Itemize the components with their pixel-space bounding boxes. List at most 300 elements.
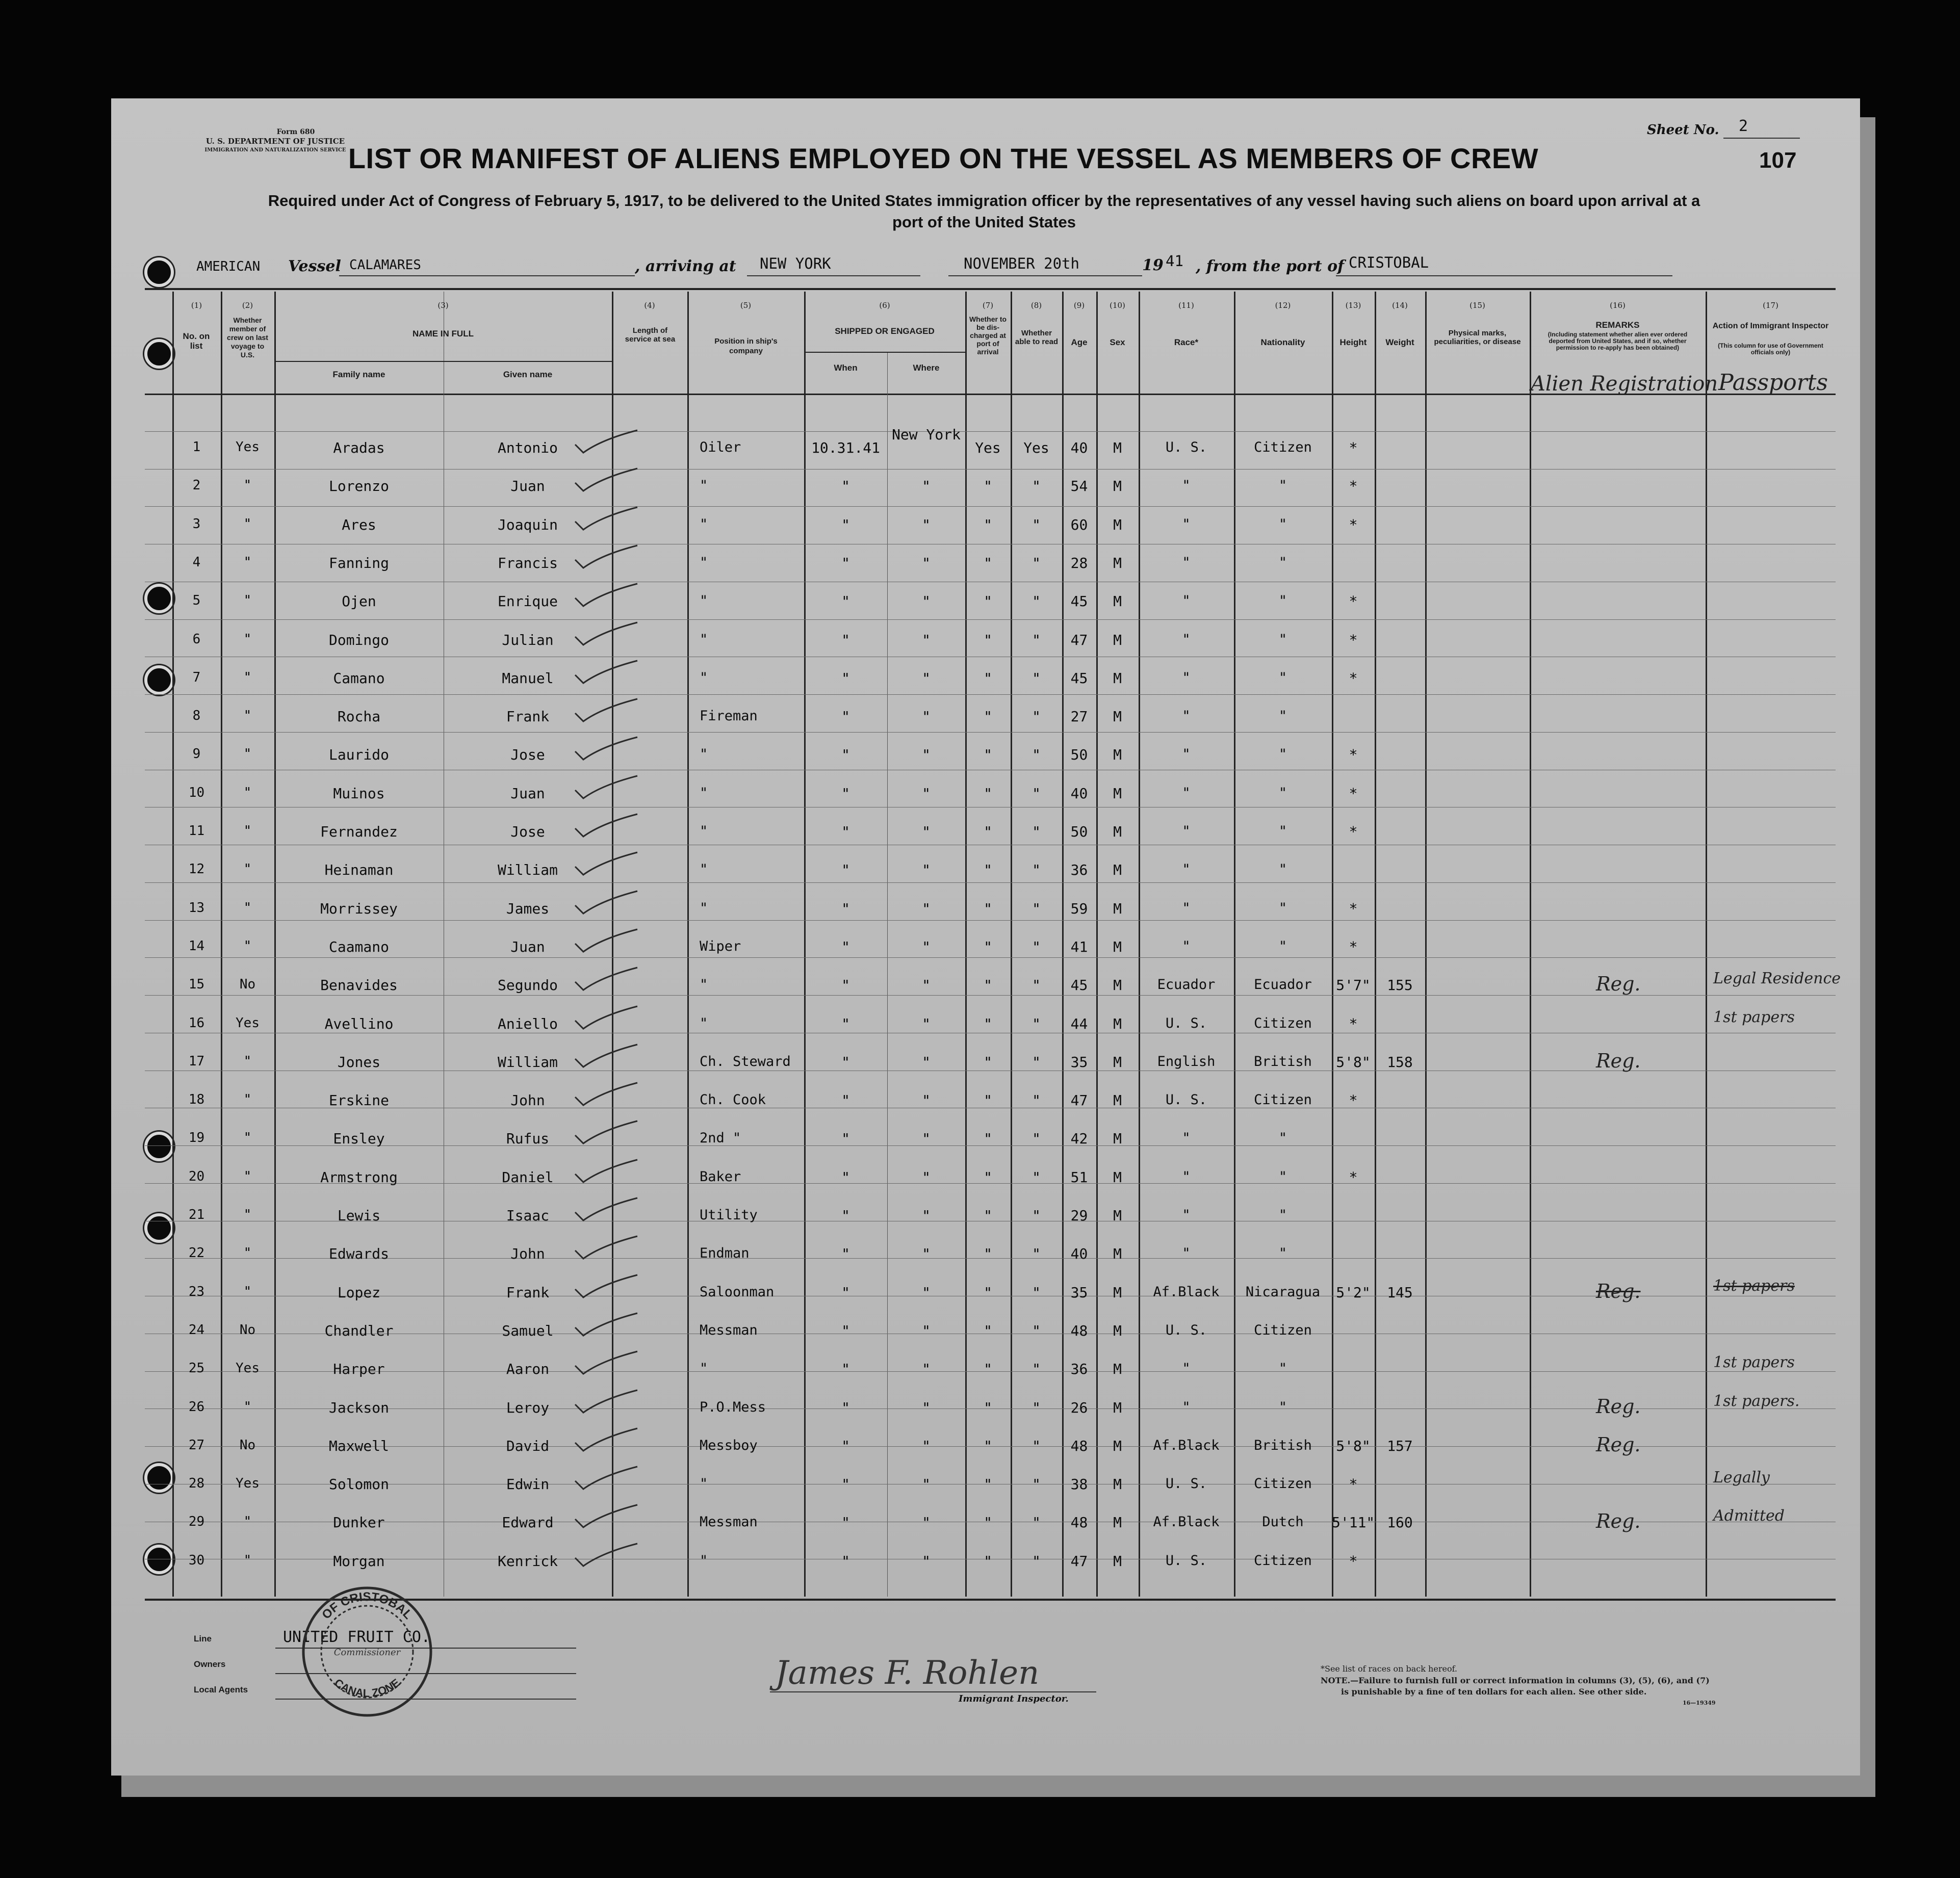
- height: *: [1349, 478, 1358, 495]
- age: 45: [1070, 593, 1088, 610]
- race: U. S.: [1165, 1476, 1207, 1492]
- row-number: 13: [188, 900, 205, 916]
- shipped-when: ": [841, 478, 850, 495]
- weight: 145: [1387, 1284, 1413, 1301]
- inspector-label: Immigrant Inspector.: [959, 1693, 1069, 1704]
- check-mark-icon: [571, 735, 642, 766]
- header-position: Position in ship's company: [714, 337, 778, 355]
- check-mark-icon: [571, 850, 642, 881]
- sex: M: [1113, 1322, 1122, 1339]
- family-name: Fanning: [328, 554, 389, 571]
- position: Messboy: [700, 1437, 758, 1453]
- col-num: (8): [1030, 301, 1042, 310]
- family-name: Morgan: [333, 1552, 385, 1570]
- given-name: Edward: [502, 1514, 554, 1531]
- col-num: (15): [1469, 301, 1485, 310]
- member-last-voyage: ": [243, 1053, 252, 1069]
- shipped-where: ": [922, 1092, 931, 1109]
- race: ": [1182, 1399, 1191, 1415]
- col-num: (10): [1110, 301, 1125, 310]
- given-name: John: [510, 1092, 545, 1109]
- position: ": [700, 900, 708, 916]
- remarks-handwritten: Reg.: [1596, 1049, 1641, 1072]
- shipped-where: ": [922, 478, 931, 495]
- row-number: 14: [188, 938, 205, 954]
- discharged: ": [984, 862, 992, 879]
- position: Ch. Steward: [700, 1053, 791, 1070]
- discharged: ": [984, 1130, 992, 1147]
- nationality: Citizen: [1254, 1322, 1312, 1338]
- able-to-read: ": [1032, 823, 1041, 840]
- shipped-where: ": [922, 708, 931, 725]
- position: P.O.Mess: [700, 1399, 766, 1415]
- position: ": [700, 823, 708, 839]
- given-name: William: [497, 1053, 558, 1071]
- row-number: 25: [188, 1361, 205, 1376]
- member-last-voyage: ": [243, 1130, 252, 1146]
- remarks-handwritten: Reg.: [1596, 1433, 1641, 1456]
- nationality: British: [1254, 1053, 1312, 1070]
- header-where: Where: [913, 363, 940, 373]
- family-name: Aradas: [333, 439, 385, 456]
- check-mark-icon: [571, 620, 642, 651]
- able-to-read: ": [1032, 938, 1041, 955]
- shipped-subheader-rule: [804, 352, 965, 353]
- discharged: ": [984, 1053, 992, 1071]
- remarks-handwritten: Reg.: [1596, 1395, 1641, 1418]
- member-last-voyage: ": [243, 669, 252, 685]
- inspector-action-handwritten: Legal Residence: [1713, 970, 1841, 988]
- col-divider: [1375, 292, 1376, 1597]
- col-num: (4): [644, 301, 655, 310]
- header-no-on-list: No. on list: [183, 331, 210, 351]
- sex: M: [1113, 439, 1122, 456]
- check-mark-icon: [571, 505, 642, 536]
- row-number: 22: [188, 1245, 205, 1261]
- race: ": [1182, 1207, 1191, 1223]
- shipped-where: ": [922, 554, 931, 571]
- member-last-voyage: ": [243, 746, 252, 762]
- height: *: [1349, 1476, 1358, 1493]
- year-prefix: 19: [1142, 256, 1164, 274]
- check-mark-icon: [571, 1081, 642, 1111]
- given-name: David: [506, 1437, 550, 1454]
- given-name: Julian: [502, 631, 554, 648]
- sex: M: [1113, 554, 1122, 571]
- position: ": [700, 554, 708, 570]
- check-mark-icon: [571, 1388, 642, 1419]
- shipped-when: ": [841, 593, 850, 610]
- age: 48: [1070, 1514, 1088, 1531]
- row-number: 21: [188, 1207, 205, 1222]
- remarks-handwritten: Reg.: [1596, 973, 1641, 996]
- header-member-last-voyage: Whether member of crew on last voyage to U.S.: [227, 316, 268, 359]
- shipped-when: ": [841, 708, 850, 725]
- discharged: ": [984, 1437, 992, 1454]
- shipped-where: ": [922, 1245, 931, 1263]
- row-number: 29: [188, 1514, 205, 1530]
- check-mark-icon: [571, 697, 642, 727]
- shipped-when: ": [841, 1168, 850, 1186]
- nationality: Ecuador: [1254, 977, 1312, 993]
- able-to-read: ": [1032, 1092, 1041, 1109]
- member-last-voyage: No: [239, 1322, 256, 1338]
- discharged: ": [984, 785, 992, 802]
- inspector-action-handwritten: 1st papers: [1713, 1276, 1795, 1295]
- given-name: Jose: [510, 823, 545, 840]
- race: ": [1182, 1168, 1191, 1185]
- nationality: ": [1278, 631, 1287, 647]
- row-number: 10: [188, 785, 205, 800]
- sex: M: [1113, 1437, 1122, 1454]
- row-rule: [145, 995, 1836, 996]
- member-last-voyage: ": [243, 862, 252, 877]
- sex: M: [1113, 1207, 1122, 1224]
- nationality: Citizen: [1254, 439, 1312, 455]
- check-mark-icon: [571, 659, 642, 689]
- discharged: ": [984, 1552, 992, 1570]
- age: 40: [1070, 1245, 1088, 1263]
- check-mark-icon: [571, 582, 642, 612]
- able-to-read: ": [1032, 1361, 1041, 1378]
- discharged: ": [984, 554, 992, 571]
- discharged: ": [984, 746, 992, 764]
- col-num: (11): [1178, 301, 1194, 310]
- signature-underline: [770, 1691, 1096, 1692]
- sex: M: [1113, 631, 1122, 648]
- member-last-voyage: Yes: [236, 1476, 260, 1492]
- sex: M: [1113, 593, 1122, 610]
- col-num: (6): [879, 301, 890, 310]
- discharged: ": [984, 977, 992, 994]
- check-mark-icon: [571, 1004, 642, 1035]
- given-name: Frank: [506, 708, 550, 725]
- able-to-read: ": [1032, 554, 1041, 571]
- shipped-where: New York: [892, 426, 961, 443]
- shipped-when: ": [841, 1437, 850, 1454]
- shipped-when: ": [841, 1322, 850, 1339]
- age: 35: [1070, 1284, 1088, 1301]
- position: ": [700, 1361, 708, 1377]
- age: 41: [1070, 938, 1088, 955]
- given-name: William: [497, 862, 558, 879]
- vessel-nationality: AMERICAN: [196, 259, 261, 274]
- given-name: Enrique: [497, 593, 558, 610]
- page-title: LIST OR MANIFEST OF ALIENS EMPLOYED ON THE VESSEL AS MEMBERS OF CREW: [348, 142, 1539, 174]
- row-rule: [145, 920, 1836, 921]
- height: 5'11": [1332, 1514, 1375, 1531]
- check-mark-icon: [571, 1042, 642, 1073]
- discharged: ": [984, 1361, 992, 1378]
- nationality: ": [1278, 1399, 1287, 1415]
- check-mark-icon: [571, 466, 642, 497]
- punch-hole: [144, 257, 174, 287]
- header-action-sub: (This column for use of Government officials only): [1718, 342, 1823, 356]
- row-number: 30: [188, 1552, 205, 1568]
- check-mark-icon: [571, 1311, 642, 1342]
- nationality: Nicaragua: [1245, 1284, 1321, 1300]
- position: ": [700, 1552, 708, 1569]
- check-mark-icon: [571, 1465, 642, 1495]
- discharged: ": [984, 938, 992, 955]
- col-num: (3): [437, 301, 449, 310]
- header-able-read: Whether able to read: [1015, 329, 1059, 346]
- sheet-label: Sheet No.: [1647, 122, 1719, 138]
- able-to-read: ": [1032, 900, 1041, 917]
- row-number: 11: [188, 823, 205, 839]
- given-name: Isaac: [506, 1207, 550, 1224]
- shipped-where: ": [922, 862, 931, 879]
- stamp-bottom-text: CANAL ZONE: [332, 1676, 402, 1700]
- row-number: 19: [188, 1130, 205, 1146]
- family-name: Maxwell: [328, 1437, 389, 1454]
- race: U. S.: [1165, 1092, 1207, 1108]
- row-number: 2: [192, 478, 201, 493]
- arriving-label: , arriving at: [635, 257, 736, 275]
- check-mark-icon: [571, 1234, 642, 1265]
- given-name: James: [506, 900, 550, 917]
- age: 48: [1070, 1437, 1088, 1454]
- race: ": [1182, 1245, 1191, 1262]
- member-last-voyage: ": [243, 593, 252, 609]
- race: Ecuador: [1157, 977, 1216, 993]
- sex: M: [1113, 708, 1122, 725]
- nationality: ": [1278, 900, 1287, 916]
- discharged: ": [984, 1092, 992, 1109]
- given-name: Francis: [497, 554, 558, 571]
- weight: 160: [1387, 1514, 1413, 1531]
- shipped-where: ": [922, 1552, 931, 1570]
- row-rule: [145, 619, 1836, 620]
- check-mark-icon: [571, 1503, 642, 1533]
- check-mark-icon: [571, 1119, 642, 1150]
- col-num: (16): [1610, 301, 1626, 310]
- inspector-action-handwritten: Admitted: [1713, 1507, 1785, 1525]
- member-last-voyage: ": [243, 1514, 252, 1530]
- check-mark-icon: [571, 774, 642, 804]
- shipped-where: ": [922, 1399, 931, 1416]
- able-to-read: ": [1032, 593, 1041, 610]
- row-number: 20: [188, 1168, 205, 1184]
- able-to-read: ": [1032, 977, 1041, 994]
- sex: M: [1113, 1015, 1122, 1032]
- given-name: Samuel: [502, 1322, 554, 1339]
- header-discharged: Whether to be dis-charged at port of arrival: [969, 315, 1007, 356]
- row-number: 1: [192, 439, 201, 455]
- age: 44: [1070, 1015, 1088, 1032]
- shipped-where: ": [922, 823, 931, 840]
- row-number: 5: [192, 593, 201, 609]
- able-to-read: ": [1032, 1437, 1041, 1454]
- member-last-voyage: ": [243, 1399, 252, 1415]
- check-mark-icon: [571, 1158, 642, 1188]
- position: ": [700, 785, 708, 801]
- sheet-number: 2: [1739, 117, 1748, 135]
- given-name: Edwin: [506, 1476, 550, 1493]
- discharged: ": [984, 478, 992, 495]
- family-name: Fernandez: [320, 823, 398, 840]
- race: ": [1182, 669, 1191, 686]
- member-last-voyage: ": [243, 478, 252, 493]
- member-last-voyage: ": [243, 938, 252, 954]
- sex: M: [1113, 1476, 1122, 1493]
- family-name: Avellino: [324, 1015, 394, 1032]
- discharged: ": [984, 1245, 992, 1263]
- inspector-action-handwritten: 1st papers: [1713, 1008, 1795, 1026]
- check-mark-icon: [571, 1349, 642, 1380]
- header-weight: Weight: [1385, 337, 1414, 347]
- able-to-read: ": [1032, 516, 1041, 533]
- family-name: Erskine: [328, 1092, 389, 1109]
- position: Utility: [700, 1207, 758, 1223]
- row-number: 28: [188, 1476, 205, 1492]
- shipped-where: ": [922, 1361, 931, 1378]
- handwritten-alien-registration: Alien Registration: [1531, 372, 1718, 396]
- able-to-read: ": [1032, 1207, 1041, 1224]
- header-length-service: Length of service at sea: [625, 326, 676, 344]
- nationality: Citizen: [1254, 1092, 1312, 1108]
- row-number: 7: [192, 669, 201, 685]
- age: 54: [1070, 478, 1088, 495]
- check-mark-icon: [571, 889, 642, 920]
- year-suffix: 41: [1166, 252, 1183, 270]
- discharged: ": [984, 669, 992, 687]
- family-name: Caamano: [328, 938, 389, 955]
- nationality: ": [1278, 1130, 1287, 1146]
- shipped-when: ": [841, 1476, 850, 1493]
- sex: M: [1113, 1168, 1122, 1186]
- family-name: Armstrong: [320, 1168, 398, 1186]
- sex: M: [1113, 1245, 1122, 1263]
- col-num: (7): [982, 301, 994, 310]
- nationality: ": [1278, 785, 1287, 801]
- shipped-where: ": [922, 1437, 931, 1454]
- able-to-read: ": [1032, 862, 1041, 879]
- able-to-read: ": [1032, 785, 1041, 802]
- height: 5'8": [1336, 1437, 1371, 1454]
- position: ": [700, 478, 708, 494]
- race: ": [1182, 631, 1191, 647]
- shipped-where: ": [922, 1207, 931, 1224]
- row-rule: [145, 431, 1836, 432]
- race: ": [1182, 746, 1191, 763]
- discharged: Yes: [975, 439, 1001, 456]
- stamp-center-text: Commissioner: [333, 1647, 401, 1658]
- able-to-read: Yes: [1023, 439, 1049, 456]
- note-penalty-2: is punishable by a fine of ten dollars for each alien. See other side.: [1341, 1687, 1647, 1697]
- member-last-voyage: ": [243, 631, 252, 647]
- age: 35: [1070, 1053, 1088, 1071]
- family-name: Solomon: [328, 1476, 389, 1493]
- nationality: ": [1278, 862, 1287, 878]
- position: ": [700, 977, 708, 993]
- row-number: 26: [188, 1399, 205, 1415]
- shipped-when: ": [841, 1053, 850, 1071]
- inspector-action-handwritten: 1st papers: [1713, 1353, 1795, 1372]
- date-underline: [948, 275, 1142, 276]
- row-number: 24: [188, 1322, 205, 1338]
- nationality: ": [1278, 593, 1287, 609]
- sex: M: [1113, 938, 1122, 955]
- age: 60: [1070, 516, 1088, 533]
- row-number: 8: [192, 708, 201, 724]
- family-name: Jackson: [328, 1399, 389, 1416]
- family-name: Morrissey: [320, 900, 398, 917]
- able-to-read: ": [1032, 478, 1041, 495]
- from-label: , from the port of: [1196, 257, 1345, 275]
- age: 36: [1070, 1361, 1088, 1378]
- given-name: Manuel: [502, 669, 554, 687]
- family-name: Lorenzo: [328, 478, 389, 495]
- col-divider: [1706, 292, 1707, 1597]
- discharged: ": [984, 900, 992, 917]
- shipped-when: ": [841, 977, 850, 994]
- height: *: [1349, 1168, 1358, 1186]
- height: *: [1349, 938, 1358, 955]
- col-divider: [1530, 292, 1531, 1597]
- shipped-where: ": [922, 1130, 931, 1147]
- race: ": [1182, 938, 1191, 954]
- shipped-where: ": [922, 1168, 931, 1186]
- department: U. S. DEPARTMENT OF JUSTICE: [205, 137, 345, 146]
- age: 29: [1070, 1207, 1088, 1224]
- given-name: Antonio: [497, 439, 558, 456]
- shipped-where: ": [922, 746, 931, 764]
- age: 42: [1070, 1130, 1088, 1147]
- family-name: Camano: [333, 669, 385, 687]
- discharged: ": [984, 631, 992, 648]
- age: 36: [1070, 862, 1088, 879]
- col-num: (9): [1073, 301, 1085, 310]
- inspector-action-handwritten: Legally: [1713, 1469, 1770, 1487]
- race: English: [1157, 1053, 1216, 1070]
- age: 45: [1070, 977, 1088, 994]
- subtitle-line-2: port of the United States: [892, 213, 1076, 231]
- height: *: [1349, 900, 1358, 917]
- race: ": [1182, 862, 1191, 878]
- discharged: ": [984, 1284, 992, 1301]
- able-to-read: ": [1032, 1322, 1041, 1339]
- arrival-date: NOVEMBER 20th: [964, 255, 1079, 272]
- inspector-signature: James F. Rohlen: [775, 1654, 1040, 1692]
- sex: M: [1113, 1552, 1122, 1570]
- race: ": [1182, 900, 1191, 916]
- sex: M: [1113, 516, 1122, 533]
- shipped-when: ": [841, 1092, 850, 1109]
- sex: M: [1113, 977, 1122, 994]
- shipped-when: ": [841, 554, 850, 571]
- height: *: [1349, 785, 1358, 802]
- discharged: ": [984, 1207, 992, 1224]
- member-last-voyage: ": [243, 1245, 252, 1261]
- shipped-where: ": [922, 1322, 931, 1339]
- able-to-read: ": [1032, 1552, 1041, 1570]
- col-divider: [1425, 292, 1427, 1597]
- family-name: Heinaman: [324, 862, 394, 879]
- shipped-where: ": [922, 1053, 931, 1071]
- col-divider: [687, 292, 689, 1597]
- member-last-voyage: Yes: [236, 1015, 260, 1031]
- shipped-when: ": [841, 1015, 850, 1032]
- given-name: Juan: [510, 938, 545, 955]
- discharged: ": [984, 516, 992, 533]
- discharged: ": [984, 708, 992, 725]
- age: 47: [1070, 631, 1088, 648]
- row-rule: [145, 957, 1836, 958]
- nationality: ": [1278, 1245, 1287, 1262]
- check-mark-icon: [571, 543, 642, 574]
- shipped-where: ": [922, 1514, 931, 1531]
